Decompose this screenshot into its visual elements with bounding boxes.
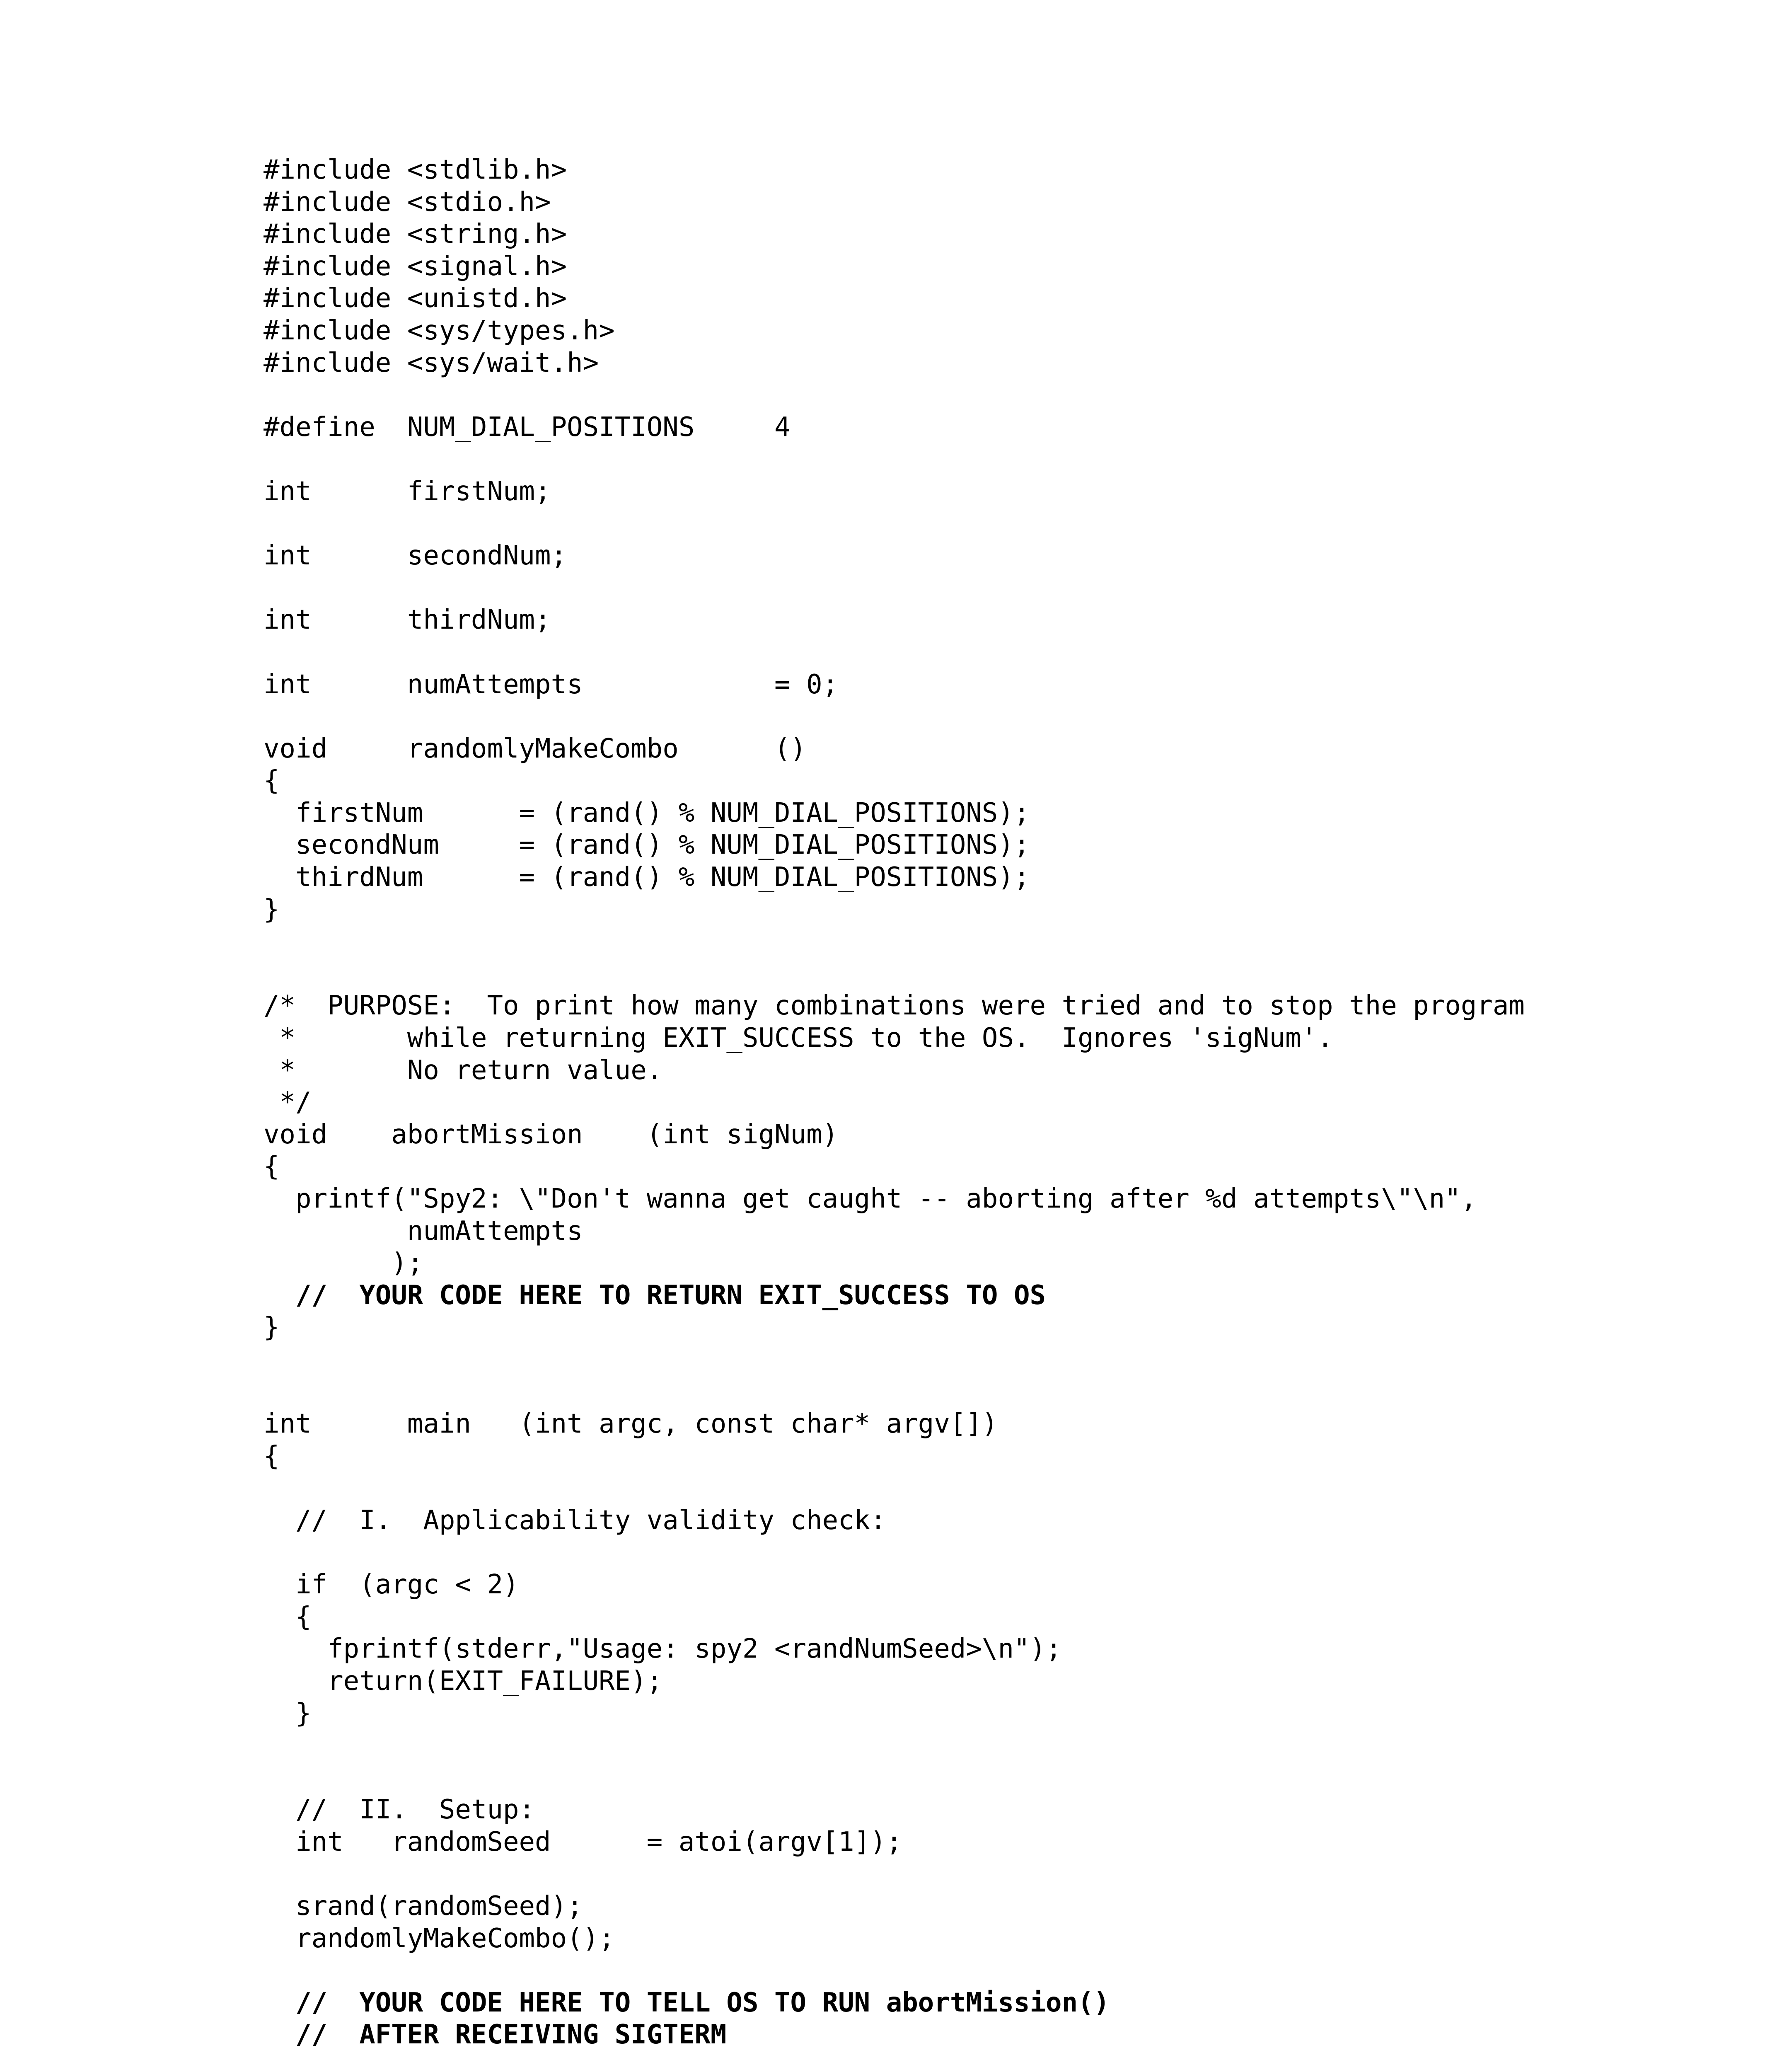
blank-line [264, 637, 1525, 669]
code-line: #include <unistd.h> [264, 283, 567, 314]
code-line: srand(randomSeed); [264, 1891, 583, 1922]
code-line: { [264, 1151, 280, 1182]
code-line: ); [264, 1248, 423, 1279]
code-line: } [264, 1312, 280, 1343]
code-line: { [264, 765, 280, 796]
code-line: // AFTER RECEIVING SIGTERM [264, 2019, 727, 2050]
code-line: } [264, 894, 280, 925]
code-line: // II. Setup: [264, 1794, 535, 1825]
blank-line [264, 1955, 1525, 1987]
code-line: int main (int argc, const char* argv[]) [264, 1409, 998, 1440]
blank-line [264, 379, 1525, 411]
blank-line [264, 958, 1525, 990]
code-line: // I. Applicability validity check: [264, 1505, 886, 1536]
blank-line [264, 926, 1525, 958]
code-line: fprintf(stderr,"Usage: spy2 <randNumSeed>\n"); [264, 1634, 1062, 1665]
blank-line [264, 572, 1525, 605]
code-line: } [264, 1698, 312, 1729]
code-line: thirdNum = (rand() % NUM_DIAL_POSITIONS); [264, 862, 1030, 893]
blank-line [264, 1376, 1525, 1409]
code-line: * No return value. [264, 1055, 663, 1086]
code-line: #define NUM_DIAL_POSITIONS 4 [264, 411, 791, 443]
code-line: #include <stdio.h> [264, 186, 551, 218]
code-line: { [264, 1440, 280, 1472]
code-line: numAttempts [264, 1215, 583, 1247]
code-line: /* PURPOSE: To print how many combinations were tried and to stop the program [264, 990, 1525, 1021]
code-line: // YOUR CODE HERE TO TELL OS TO RUN abortMission() [264, 1987, 1110, 2018]
code-line: int randomSeed = atoi(argv[1]); [264, 1826, 902, 1857]
code-line: if (argc < 2) [264, 1569, 519, 1600]
code-line: #include <string.h> [264, 219, 567, 250]
code-line: #include <sys/types.h> [264, 315, 615, 346]
blank-line [264, 701, 1525, 733]
blank-line [264, 443, 1525, 476]
blank-line [264, 1344, 1525, 1376]
code-line: return(EXIT_FAILURE); [264, 1665, 663, 1697]
code-line: // YOUR CODE HERE TO RETURN EXIT_SUCCESS TO OS [264, 1280, 1046, 1311]
code-line: int thirdNum; [264, 605, 551, 636]
blank-line [264, 1537, 1525, 1569]
blank-line [264, 1858, 1525, 1890]
code-listing [264, 154, 1525, 2051]
code-line: */ [264, 1087, 312, 1118]
code-line: int secondNum; [264, 540, 567, 571]
code-line: void randomlyMakeCombo () [264, 733, 807, 764]
code-line: int firstNum; [264, 476, 551, 507]
code-line: printf("Spy2: \"Don't wanna get caught -- aborting after %d attempts\"\n", [264, 1184, 1477, 1214]
code-line: * while returning EXIT_SUCCESS to the OS. Ignores 'sigNum'. [264, 1023, 1333, 1054]
blank-line [264, 508, 1525, 540]
code-line: randomlyMakeCombo(); [264, 1923, 615, 1954]
blank-line [264, 1472, 1525, 1505]
code-line: { [264, 1601, 312, 1632]
code-line: firstNum = (rand() % NUM_DIAL_POSITIONS); [264, 797, 1030, 828]
blank-line [264, 1730, 1525, 1762]
code-line: #include <stdlib.h> [264, 155, 567, 185]
code-line: int numAttempts = 0; [264, 669, 839, 700]
code-line: #include <sys/wait.h> [264, 347, 599, 378]
code-line: #include <signal.h> [264, 251, 567, 282]
code-line: secondNum = (rand() % NUM_DIAL_POSITIONS); [264, 830, 1030, 861]
blank-line [264, 1762, 1525, 1794]
code-line: void abortMission (int sigNum) [264, 1119, 839, 1150]
